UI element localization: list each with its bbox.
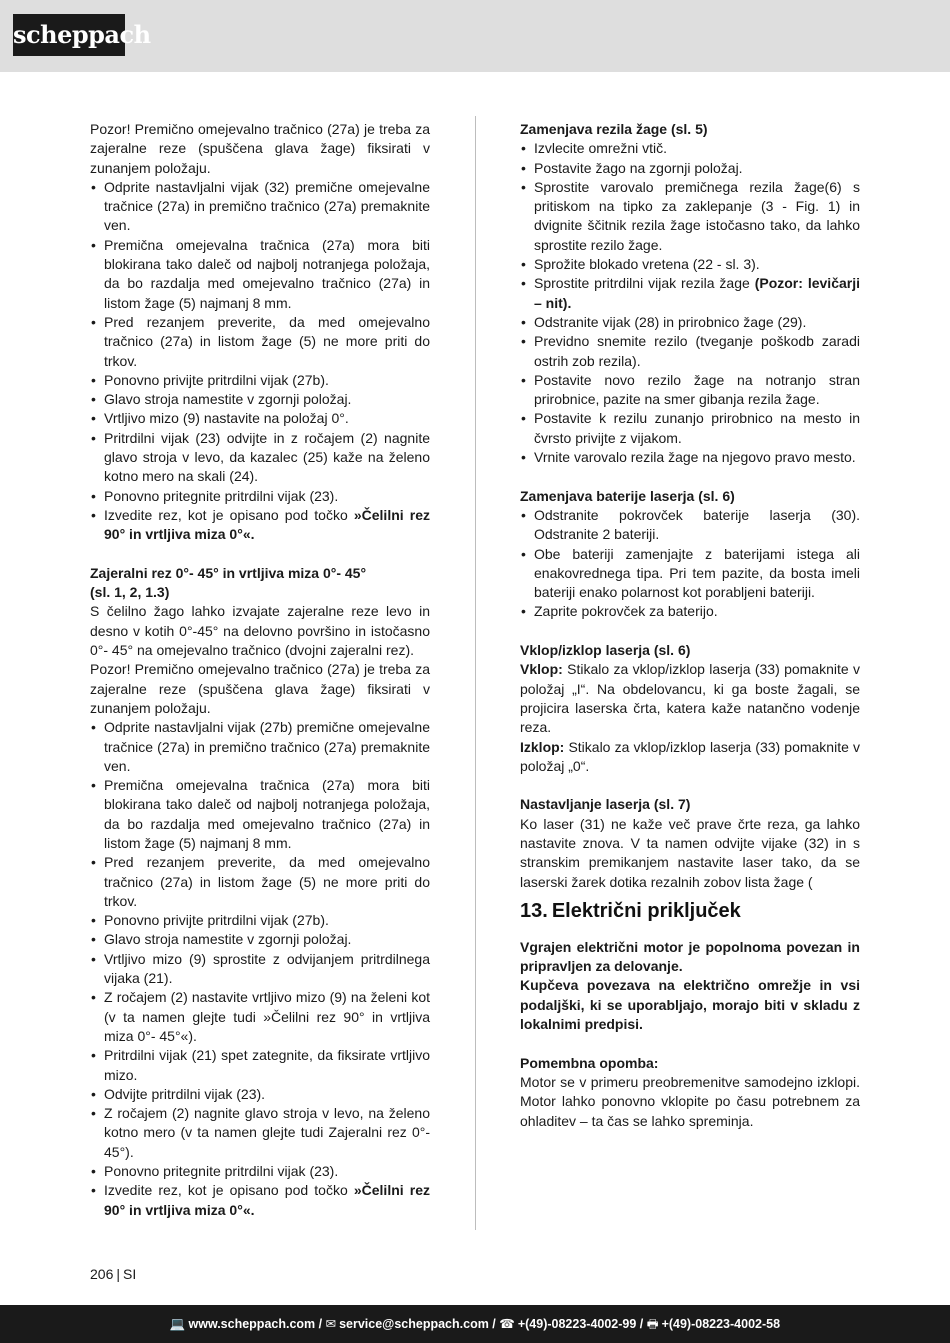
list-item: • Sprožite blokado vretena (22 - sl. 3). xyxy=(520,255,860,274)
list-item: • Pred rezanjem preverite, da med omejevalno tračnico (27a) in listom žage (5) ne more priti do trkov. xyxy=(90,853,430,911)
list-item: • Pritrdilni vijak (21) spet zategnite, da fiksirate vrtljivo mizo. xyxy=(90,1046,430,1085)
list-item: • Ponovno privijte pritrdilni vijak (27b). xyxy=(90,371,430,390)
list-item: • Ponovno privijte pritrdilni vijak (27b). xyxy=(90,911,430,930)
warning-text: (Pozor: levičarji – nit). xyxy=(534,275,860,311)
list-item xyxy=(90,506,430,545)
paragraph-bold: Kupčeva povezava na električno omrežje in vsi podaljški, ki se uporabljajo, morajo biti v skladu z lokalnimi predpisi. xyxy=(520,977,860,1033)
footer-separator: / xyxy=(636,1317,647,1331)
list-item: • Previdno snemite rezilo (tveganje poškodb zaradi ostrih zob rezila). xyxy=(520,332,860,371)
footer-website: www.scheppach.com xyxy=(188,1317,316,1331)
spacer xyxy=(520,776,860,795)
list-item: • Odvijte pritrdilni vijak (23). xyxy=(90,1085,430,1104)
page-separator: | xyxy=(116,1266,120,1282)
list-item xyxy=(520,274,860,313)
paragraph xyxy=(520,738,860,777)
fax-icon: 🖶 xyxy=(646,1317,659,1331)
list-item: • Vrtljivo mizo (9) nastavite na položaj 0°. xyxy=(90,409,430,428)
left-column xyxy=(90,120,430,1220)
scheppach-logo: scheppach xyxy=(13,14,125,56)
computer-icon: 💻 xyxy=(169,1317,186,1331)
list-item: • Odstranite pokrovček baterije laserja (30). Odstranite 2 bateriji. xyxy=(520,506,860,545)
list-item: • Postavite novo rezilo žage na notranjo stran prirobnice, pazite na smer gibanja rezila žage. xyxy=(520,371,860,410)
paragraph: S čelilno žago lahko izvajate zajeralne reze levo in desno v kotih 0°-45° na delovno površino in istočasno 0°- 45° na omejevalno tračnico (dvojni zajeralni rez). xyxy=(90,603,430,659)
list-item: • Postavite žago na zgornji položaj. xyxy=(520,159,860,178)
bullet-list xyxy=(520,506,860,622)
mail-icon: ✉ xyxy=(325,1317,337,1331)
list-item: • Ponovno pritegnite pritrdilni vijak (23). xyxy=(90,487,430,506)
spacer xyxy=(520,622,860,641)
paragraph: Pozor! Premično omejevalno tračnico (27a) je treba za zajeralne reze (spuščena glava žage) fiksirati v zunanjem položaju. xyxy=(90,121,430,176)
column-divider xyxy=(475,116,476,1230)
section-heading-sub: (sl. 1, 2, 1.3) xyxy=(90,584,170,601)
list-item: • Vrnite varovalo rezila žage na njegovo pravo mesto. xyxy=(520,448,860,467)
spacer xyxy=(520,467,860,486)
paragraph-text: Stikalo za vklop/izklop laserja (33) pomaknite v položaj „I“. Na obdelovancu, ki ga boste žagali, se projicira laserska črta, katera kaže natančno vodenje reza. xyxy=(520,661,860,736)
section-heading: Vklop/izklop laserja (sl. 6) xyxy=(520,642,691,659)
inline-label: Izklop: xyxy=(520,738,565,755)
bullet-list xyxy=(520,139,860,467)
footer-separator: / xyxy=(315,1317,326,1331)
list-item: • Z ročajem (2) nagnite glavo stroja v levo, na želeno kotno mero (v ta namen glejte tudi Zajeralni rez 0°- 45°). xyxy=(90,1104,430,1162)
header-band xyxy=(0,0,950,72)
footer-bar xyxy=(0,1305,950,1343)
list-item: • Vrtljivo mizo (9) sprostite z odvijanjem pritrdilnega vijaka (21). xyxy=(90,950,430,989)
list-item: • Obe bateriji zamenjajte z baterijami istega ali enakovrednega tipa. Pri tem pazite, da bosta imeli bateriji enako polarnost kot porabljeni bateriji. xyxy=(520,545,860,603)
section-heading: Zamenjava baterije laserja (sl. 6) xyxy=(520,487,735,504)
list-item: • Izvlecite omrežni vtič. xyxy=(520,139,860,158)
paragraph-text: Stikalo za vklop/izklop laserja (33) pomaknite v položaj „0“. xyxy=(520,738,860,774)
list-item: • Z ročajem (2) nastavite vrtljivo mizo (9) na želeni kot (v ta namen glejte tudi »Čelilni rez 90° in vrtljiva miza 0°- 45°«). xyxy=(90,988,430,1046)
chapter-title: Električni priključek xyxy=(551,899,741,922)
language-code: SI xyxy=(123,1266,137,1282)
section-heading: Zajeralni rez 0°- 45° in vrtljiva miza 0°- 45° xyxy=(90,564,367,581)
list-item: • Pred rezanjem preverite, da med omejevalno tračnico (27a) in listom žage (5) ne more priti do trkov. xyxy=(90,313,430,371)
list-item: • Postavite k rezilu zunanjo prirobnico na mesto in čvrsto privijte z vijakom. xyxy=(520,409,860,448)
footer-email: service@scheppach.com xyxy=(339,1317,489,1331)
list-item: • Odstranite vijak (28) in prirobnico žage (29). xyxy=(520,313,860,332)
paragraph: Motor se v primeru preobremenitve samodejno izklopi. Motor lahko ponovno vklopite po času potrebnem za ohladitev – ta čas se lahko spreminja. xyxy=(520,1073,860,1129)
paragraph-bold: Vgrajen električni motor je popolnoma povezan in pripravljen za delovanje. xyxy=(520,938,860,975)
chapter-heading xyxy=(520,898,860,924)
section-heading: Nastavljanje laserja (sl. 7) xyxy=(520,796,691,813)
phone-icon: ☎ xyxy=(499,1317,515,1331)
page-number xyxy=(90,1265,136,1283)
list-item: • Odprite nastavljalni vijak (32) premične omejevalne tračnice (27a) in premično tračnico (27a) premaknite ven. xyxy=(90,178,430,236)
list-item: • Glavo stroja namestite v zgornji položaj. xyxy=(90,930,430,949)
paragraph: Pozor! Premično omejevalno tračnico (27a) je treba za zajeralne reze (spuščena glava žage) fiksirati v zunanjem položaju. xyxy=(90,661,430,716)
footer-fax: +(49)-08223-4002-58 xyxy=(661,1317,781,1331)
list-item: • Odprite nastavljalni vijak (27b) premične omejevalne tračnice (27a) in premično tračnico (27a) premaknite ven. xyxy=(90,718,430,776)
footer-separator: / xyxy=(488,1317,500,1331)
list-item: • Pritrdilni vijak (23) odvijte in z ročajem (2) nagnite glavo stroja v levo, da kazalec (25) kaže na želeno kotno mero na skali (24). xyxy=(90,429,430,487)
section-heading: Pomembna opomba: xyxy=(520,1054,659,1071)
list-item-reference: »Čelilni rez 90° in vrtljiva miza 0°«. xyxy=(104,1182,431,1218)
list-item: • Premična omejevalna tračnica (27a) mora biti blokirana tako daleč od najbolj notranjega položaja, da bo razdalja med omejevalno tračnico (27a) in listom žage (5) najmanj 8 mm. xyxy=(90,776,430,853)
list-item: • Glavo stroja namestite v zgornji položaj. xyxy=(90,390,430,409)
paragraph xyxy=(520,660,860,737)
list-item: • Zaprite pokrovček za baterijo. xyxy=(520,602,860,621)
bullet-list xyxy=(90,718,430,1220)
list-item-text: Izvedite rez, kot je opisano pod točko xyxy=(104,1182,354,1199)
paragraph: Ko laser (31) ne kaže več prave črte reza, ga lahko nastavite znova. V ta namen odvijte vijake (32) in s stranskim premikanjem nastavite laser tako, da se laserski žarek dotika rezalnih zobov lista žage ( xyxy=(520,815,860,890)
inline-label: Vklop: xyxy=(520,661,563,678)
list-item xyxy=(90,1181,430,1220)
spacer xyxy=(520,1034,860,1053)
list-item: • Premična omejevalna tračnica (27a) mora biti blokirana tako daleč od najbolj notranjega položaja, da bo razdalja med omejevalno tračnico (27a) in listom žage (5) najmanj 8 mm. xyxy=(90,236,430,313)
right-column xyxy=(520,120,860,1131)
list-item-text: Sprostite pritrdilni vijak rezila žage xyxy=(534,275,755,292)
spacer xyxy=(90,545,430,564)
list-item: • Sprostite varovalo premičnega rezila žage(6) s pritiskom na tipko za zaklepanje (3 - Fig. 1) in dvignite ščitnik rezila žage istočasno tako, da lahko sprostite rezilo žage. xyxy=(520,178,860,255)
footer-phone: +(49)-08223-4002-99 xyxy=(517,1317,637,1331)
list-item-text: Izvedite rez, kot je opisano pod točko xyxy=(104,506,354,523)
page-number-value: 206 xyxy=(90,1266,114,1282)
list-item: • Ponovno pritegnite pritrdilni vijak (23). xyxy=(90,1162,430,1181)
section-heading: Zamenjava rezila žage (sl. 5) xyxy=(520,121,708,137)
chapter-number: 13. xyxy=(520,899,548,922)
bullet-list xyxy=(90,178,430,545)
list-item-reference: »Čelilni rez 90° in vrtljiva miza 0°«. xyxy=(104,506,431,543)
